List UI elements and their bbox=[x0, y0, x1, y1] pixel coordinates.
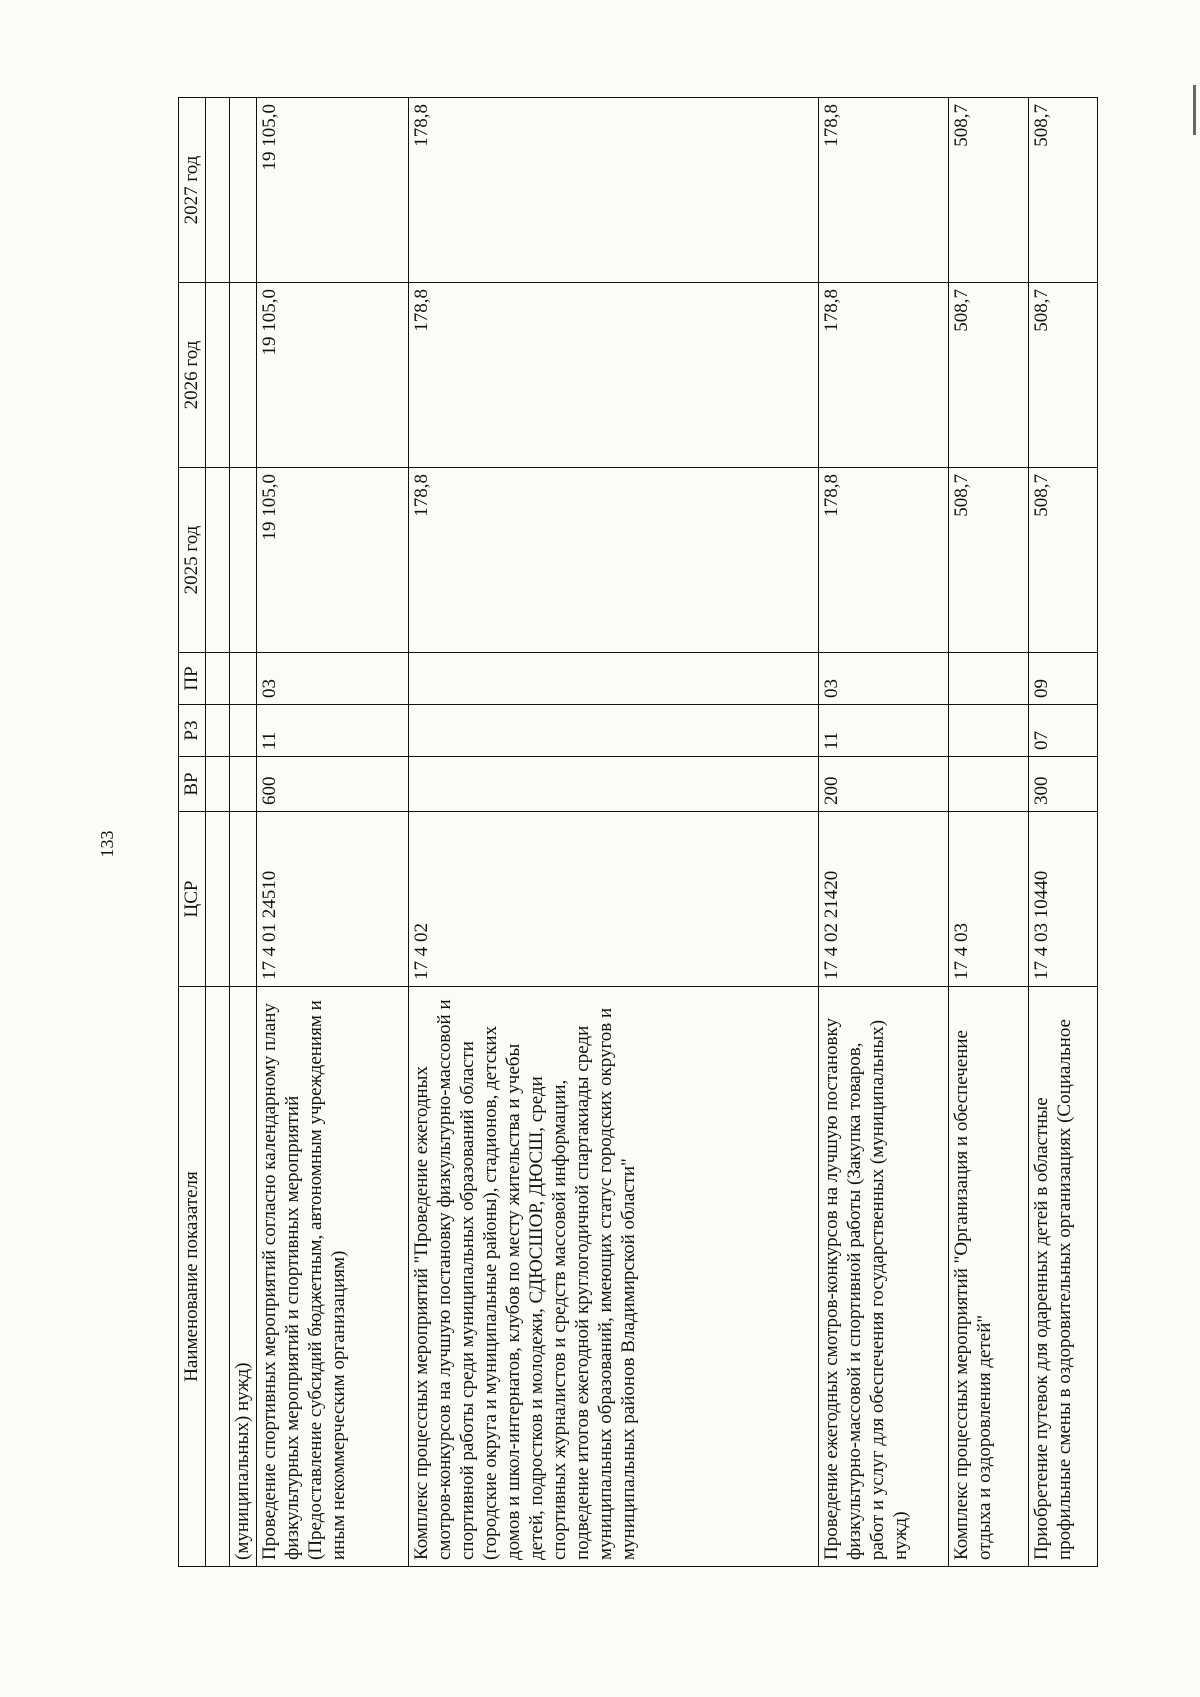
cell-csr bbox=[230, 812, 257, 987]
cell-2027: 19 105,0 bbox=[257, 98, 409, 283]
cell-pr: 09 bbox=[1029, 653, 1098, 705]
table-row bbox=[257, 98, 409, 1567]
cell-pr: 03 bbox=[257, 653, 409, 705]
cell-rz bbox=[949, 705, 1029, 757]
table-row bbox=[1029, 98, 1098, 1567]
cell-2027: 508,7 bbox=[1029, 98, 1098, 283]
header-rz: РЗ bbox=[179, 705, 206, 757]
cell-rz: 11 bbox=[257, 705, 409, 757]
cell-2026: 178,8 bbox=[819, 283, 949, 468]
cell-pr bbox=[230, 653, 257, 705]
cell-2025: 178,8 bbox=[819, 468, 949, 653]
cell-pr: 03 bbox=[819, 653, 949, 705]
cell-2027: 178,8 bbox=[819, 98, 949, 283]
cell-2025: 508,7 bbox=[949, 468, 1029, 653]
header-name: Наименование показателя bbox=[179, 987, 206, 1567]
cell-vr: 200 bbox=[819, 757, 949, 812]
cell-csr: 17 4 03 bbox=[949, 812, 1029, 987]
cell-name: Комплекс процессных мероприятий "Проведение ежегодных смотров-конкурсов на лучшую постановку физкультурно-массовой и спортивной работы среди муниципальных образований области (городские округа и муниципальные районы), стадионов, детских домов и школ-интернатов, клубов по месту жительства и учебы детей, подростков и молодежи, СДЮСШОР, ДЮСШ, среди спортивных журналистов и средств массовой информации, подведение итогов ежегодной круглогодичной спартакиады среди муниципальных образований, имеющих статус городских округов и муниципальных районов Владимирской области" bbox=[409, 987, 819, 1567]
cell-csr: 17 4 02 bbox=[409, 812, 819, 987]
budget-table-container bbox=[178, 97, 1183, 1567]
cell-vr bbox=[409, 757, 819, 812]
header-2025: 2025 год bbox=[179, 468, 206, 653]
cell-csr: 17 4 01 24510 bbox=[257, 812, 409, 987]
cell-2025: 508,7 bbox=[1029, 468, 1098, 653]
cell-pr bbox=[949, 653, 1029, 705]
cell-name: (муниципальных) нужд) bbox=[230, 987, 257, 1567]
table-row bbox=[949, 98, 1029, 1567]
cell-csr: 17 4 02 21420 bbox=[819, 812, 949, 987]
cell-2026 bbox=[230, 283, 257, 468]
cell-vr: 600 bbox=[257, 757, 409, 812]
cell-rz: 11 bbox=[819, 705, 949, 757]
header-csr: ЦСР bbox=[179, 812, 206, 987]
table-row bbox=[230, 98, 257, 1567]
cell-csr: 17 4 03 10440 bbox=[1029, 812, 1098, 987]
cell-2027 bbox=[230, 98, 257, 283]
table-row bbox=[409, 98, 819, 1567]
cell-2026: 508,7 bbox=[1029, 283, 1098, 468]
cell-name: Комплекс процессных мероприятий "Организация и обеспечение отдыха и оздоровления детей" bbox=[949, 987, 1029, 1567]
cell-name: Приобретение путевок для одаренных детей в областные профильные смены в оздоровительных организациях (Социальное bbox=[1029, 987, 1098, 1567]
header-pr: ПР bbox=[179, 653, 206, 705]
cell-rz bbox=[230, 705, 257, 757]
header-2026: 2026 год bbox=[179, 283, 206, 468]
header-spacer-row bbox=[206, 98, 230, 1567]
cell-2026: 178,8 bbox=[409, 283, 819, 468]
cell-name: Проведение ежегодных смотров-конкурсов на лучшую постановку физкультурно-массовой и спортивной работы (Закупка товаров, работ и услуг для обеспечения государственных (муниципальных) нужд) bbox=[819, 987, 949, 1567]
header-2027: 2027 год bbox=[179, 98, 206, 283]
budget-table bbox=[178, 97, 1098, 1567]
cell-vr bbox=[949, 757, 1029, 812]
cell-name: Проведение спортивных мероприятий согласно календарному плану физкультурных мероприятий и спортивных мероприятий (Предоставление субсидий бюджетным, автономным учреждениям и иным некоммерческим организациям) bbox=[257, 987, 409, 1567]
cell-2026: 19 105,0 bbox=[257, 283, 409, 468]
page-number: 133 bbox=[97, 830, 117, 858]
cell-2025: 19 105,0 bbox=[257, 468, 409, 653]
cell-2025 bbox=[230, 468, 257, 653]
cell-2027: 508,7 bbox=[949, 98, 1029, 283]
header-vr: ВР bbox=[179, 757, 206, 812]
cell-2027: 178,8 bbox=[409, 98, 819, 283]
scan-edge-line bbox=[1193, 85, 1196, 135]
cell-rz: 07 bbox=[1029, 705, 1098, 757]
cell-vr bbox=[230, 757, 257, 812]
cell-2026: 508,7 bbox=[949, 283, 1029, 468]
cell-vr: 300 bbox=[1029, 757, 1098, 812]
cell-rz bbox=[409, 705, 819, 757]
table-row bbox=[819, 98, 949, 1567]
cell-2025: 178,8 bbox=[409, 468, 819, 653]
cell-pr bbox=[409, 653, 819, 705]
table-header-row bbox=[179, 98, 206, 1567]
